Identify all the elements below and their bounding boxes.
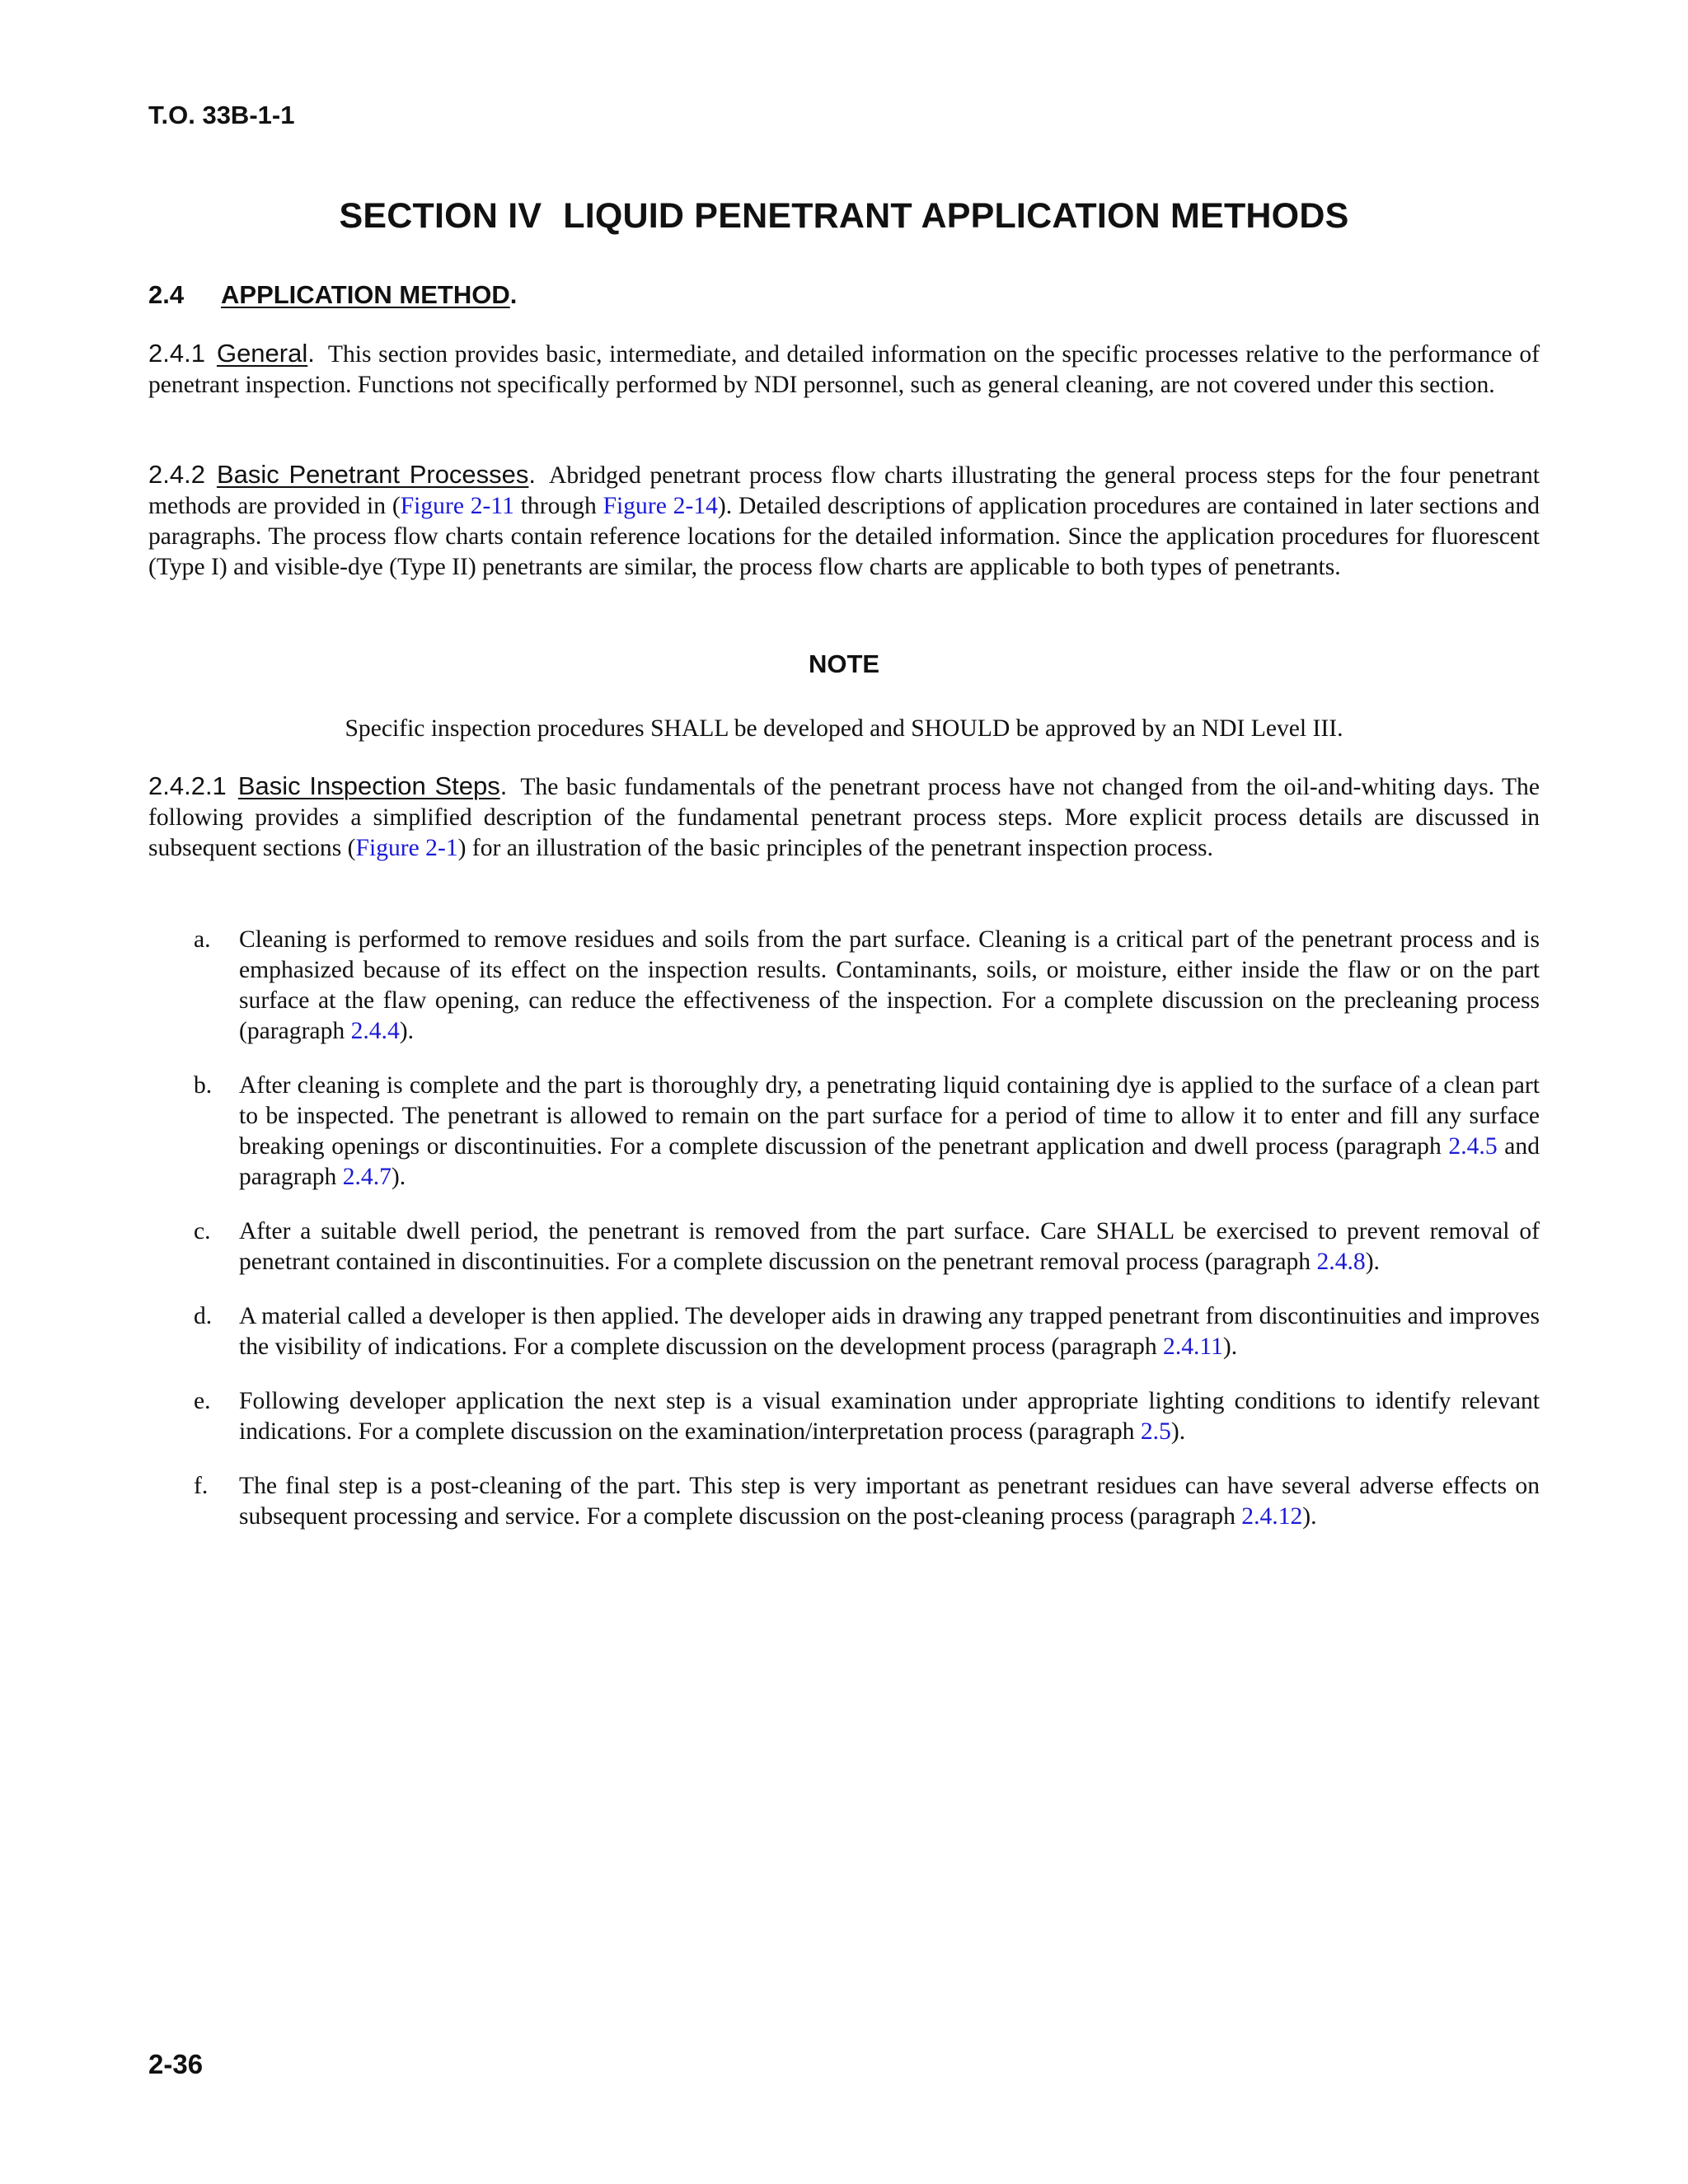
list-item-text-end: ). bbox=[1222, 1333, 1238, 1360]
list-item bbox=[148, 1216, 1540, 1277]
list-item-text-end: ). bbox=[1365, 1249, 1380, 1275]
heading-2-4 bbox=[148, 280, 517, 310]
list-item-text: After cleaning is complete and the part is thoroughly dry, a penetrating liquid containing dye is applied to the surface of a clean part to be inspected. The penetrant is allowed to remain on the part surface for a period of time to allow it to enter and fill any surface breaking openings or discontinuities. For a complete discussion of the penetrant application and dwell process (paragraph bbox=[239, 1072, 1540, 1160]
list-item bbox=[148, 925, 1540, 1047]
paragraph-2-4-2-heading: 2.4.2 Basic Penetrant Processes. bbox=[148, 460, 537, 489]
list-item-text: The final step is a post-cleaning of the part. This step is very important as penetrant residues can have several adverse effects on subsequent processing and service. For a complete discussion on the post-cleaning process (paragraph bbox=[239, 1473, 1540, 1530]
list-item bbox=[148, 1301, 1540, 1362]
inspection-steps-list bbox=[148, 925, 1540, 1556]
paragraph-2-4-2-1 bbox=[148, 771, 1540, 864]
note-heading: NOTE bbox=[808, 649, 880, 678]
list-item-text-end: ). bbox=[391, 1164, 406, 1190]
list-marker: e. bbox=[194, 1388, 211, 1414]
page-number: 2-36 bbox=[148, 2049, 204, 2079]
link-paragraph-2-4-4[interactable]: 2.4.4 bbox=[350, 1018, 400, 1044]
paragraph-2-4-1 bbox=[148, 338, 1540, 401]
paragraph-2-4-1-number: 2.4.1 bbox=[148, 339, 205, 368]
section-label: SECTION IV bbox=[339, 196, 542, 236]
list-item bbox=[148, 1386, 1540, 1447]
paragraph-2-4-2-number: 2.4.2 bbox=[148, 460, 205, 489]
section-title bbox=[148, 196, 1540, 237]
paragraph-2-4-2 bbox=[148, 459, 1540, 583]
list-item-text: After a suitable dwell period, the penetrant is removed from the part surface. Care SHALL be exercised to prevent removal of penetrant contained in discontinuities. For a complete discussion on the penetrant removal process (paragraph bbox=[239, 1218, 1540, 1275]
paragraph-2-4-2-text-1: Abridged penetrant process flow charts illustrating the general process steps for the four penetrant methods are provided in ( bbox=[148, 462, 1540, 519]
link-paragraph-2-4-8[interactable]: 2.4.8 bbox=[1316, 1249, 1366, 1275]
list-item-text: Following developer application the next step is a visual examination under appropriate lighting conditions to identify relevant indications. For a complete discussion on the examination/interpretation process (paragraph bbox=[239, 1388, 1540, 1445]
document-id: T.O. 33B-1-1 bbox=[148, 101, 295, 129]
paragraph-2-4-2-1-number: 2.4.2.1 bbox=[148, 771, 227, 800]
paragraph-2-4-2-text-3: ). Detailed descriptions of application procedures are contained in later sections and paragraphs. The process flow charts contain reference locations for the detailed information. Since the application procedures for fluorescent (Type I) and visible-dye (Type II) penetrants are similar, the process flow charts are applicable to both types of penetrants. bbox=[148, 493, 1540, 580]
paragraph-2-4-2-text-2: through bbox=[513, 493, 603, 519]
list-item-text-end: ). bbox=[1170, 1418, 1186, 1445]
list-item-text-end: ). bbox=[1302, 1503, 1317, 1530]
list-marker: d. bbox=[194, 1303, 213, 1329]
link-paragraph-2-4-7[interactable]: 2.4.7 bbox=[342, 1164, 392, 1190]
link-figure-2-14[interactable]: Figure 2-14 bbox=[603, 493, 718, 519]
link-paragraph-2-5[interactable]: 2.5 bbox=[1140, 1418, 1171, 1445]
list-item-text-middle: and paragraph bbox=[239, 1133, 1540, 1190]
paragraph-2-4-2-title: Basic Penetrant Processes bbox=[216, 460, 529, 489]
section-name: LIQUID PENETRANT APPLICATION METHODS bbox=[563, 196, 1349, 236]
paragraph-2-4-2-1-heading: 2.4.2.1 Basic Inspection Steps. bbox=[148, 771, 508, 800]
list-item bbox=[148, 1071, 1540, 1193]
list-item-text-end: ). bbox=[399, 1018, 415, 1044]
link-paragraph-2-4-11[interactable]: 2.4.11 bbox=[1163, 1333, 1223, 1360]
note-text: Specific inspection procedures SHALL be developed and SHOULD be approved by an NDI Level III. bbox=[345, 715, 1343, 742]
heading-2-4-title: APPLICATION METHOD bbox=[221, 280, 510, 309]
list-marker: f. bbox=[194, 1473, 209, 1499]
link-paragraph-2-4-12[interactable]: 2.4.12 bbox=[1241, 1503, 1303, 1530]
link-figure-2-1[interactable]: Figure 2-1 bbox=[355, 835, 458, 861]
list-item-text: A material called a developer is then applied. The developer aids in drawing any trapped penetrant from discontinuities and improves the visibility of indications. For a complete discussion on the development process (paragraph bbox=[239, 1303, 1540, 1360]
paragraph-2-4-2-1-text-1: The basic fundamentals of the penetrant process have not changed from the oil-and-whiting days. The following provides a simplified description of the fundamental penetrant process steps. More explicit process details are discussed in subsequent sections ( bbox=[148, 774, 1540, 861]
paragraph-2-4-1-heading: 2.4.1 General. bbox=[148, 339, 315, 368]
heading-2-4-number: 2.4 bbox=[148, 280, 185, 309]
list-item bbox=[148, 1471, 1540, 1532]
list-marker: a. bbox=[194, 926, 211, 953]
paragraph-2-4-2-1-text-2: ) for an illustration of the basic principles of the penetrant inspection process. bbox=[457, 835, 1213, 861]
list-marker: b. bbox=[194, 1072, 213, 1099]
link-figure-2-11[interactable]: Figure 2-11 bbox=[400, 493, 514, 519]
paragraph-2-4-1-text: This section provides basic, intermediate, and detailed information on the specific processes relative to the performance of penetrant inspection. Functions not specifically performed by NDI personnel, such as general cleaning, are not covered under this section. bbox=[148, 341, 1540, 398]
link-paragraph-2-4-5[interactable]: 2.4.5 bbox=[1448, 1133, 1498, 1160]
heading-2-4-end: . bbox=[509, 280, 518, 309]
paragraph-2-4-2-1-title: Basic Inspection Steps bbox=[237, 771, 500, 800]
list-item-text: Cleaning is performed to remove residues and soils from the part surface. Cleaning is a critical part of the penetrant process and is emphasized because of its effect on the inspection results. Contaminants, soils, or moisture, either inside the flaw or on the part surface at the flaw opening, can reduce the effectiveness of the inspection. For a complete discussion on the precleaning process (paragraph bbox=[239, 926, 1540, 1044]
list-marker: c. bbox=[194, 1218, 211, 1244]
paragraph-2-4-1-title: General bbox=[216, 339, 308, 368]
